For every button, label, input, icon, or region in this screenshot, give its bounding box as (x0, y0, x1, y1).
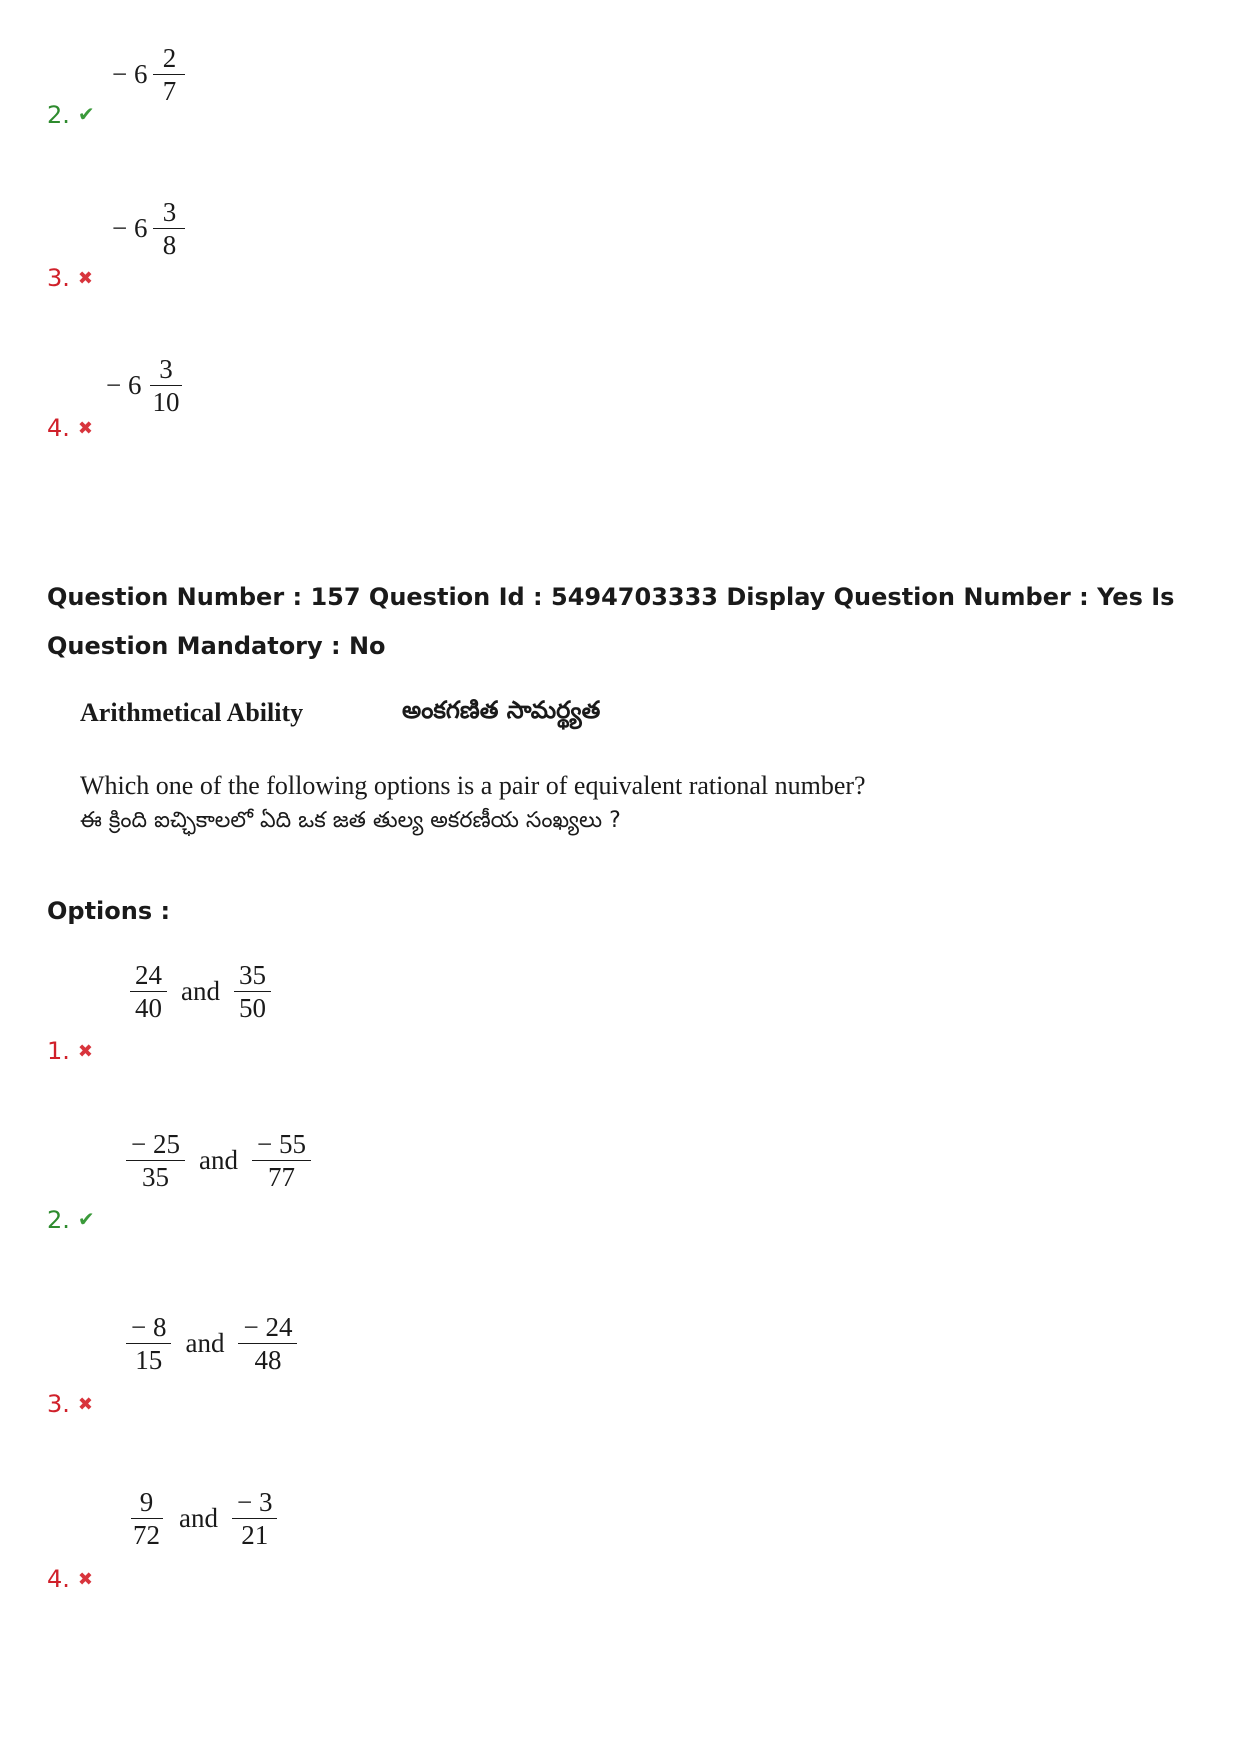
option-number: 3. ✖ (47, 1390, 93, 1418)
subject-telugu: అంకగణిత సామర్థ్యత (402, 696, 601, 724)
option-number: 4. ✖ (47, 414, 93, 442)
cross-icon: ✖ (77, 1041, 93, 1062)
fraction: $\frac{- 8}{15}$ (126, 1313, 171, 1374)
option-number: 3. ✖ (47, 264, 93, 292)
check-icon: ✔ (77, 102, 95, 126)
option-2-mixed-fraction: − 6 $\frac{2}{7}$ (112, 44, 189, 105)
fraction: $\frac{3}{10}$ (147, 355, 184, 416)
option-4-mixed-fraction: − 6 $\frac{3}{10}$ (106, 355, 188, 416)
cross-icon: ✖ (77, 268, 93, 289)
option-3-fraction-pair: $\frac{- 8}{15}$ and $\frac{- 24}{48}$ (122, 1313, 301, 1374)
fraction: $\frac{2}{7}$ (153, 44, 185, 105)
cross-icon: ✖ (77, 418, 93, 439)
cross-icon: ✖ (77, 1394, 93, 1415)
option-3-mixed-fraction: − 6 $\frac{3}{8}$ (112, 198, 189, 259)
option-1-fraction-pair: $\frac{24}{40}$ and $\frac{35}{50}$ (126, 961, 275, 1022)
option-number: 2. ✔ (47, 101, 95, 129)
fraction: $\frac{- 55}{77}$ (252, 1130, 311, 1191)
fraction: $\frac{35}{50}$ (234, 961, 271, 1022)
question-body (80, 688, 960, 838)
question-text-english: Which one of the following options is a pair of equivalent rational number? (80, 771, 866, 800)
fraction: $\frac{9}{72}$ (128, 1488, 165, 1549)
question-header: Question Number : 157 Question Id : 5494703333 Display Question Number : Yes Is Question Mandatory : No (47, 583, 1175, 660)
fraction: $\frac{3}{8}$ (153, 198, 185, 259)
option-number: 2. ✔ (47, 1206, 95, 1234)
subject-english: Arithmetical Ability (80, 698, 304, 727)
option-4-fraction-pair: $\frac{9}{72}$ and $\frac{- 3}{21}$ (124, 1488, 281, 1549)
option-number: 1. ✖ (47, 1037, 93, 1065)
fraction: $\frac{- 24}{48}$ (238, 1313, 297, 1374)
fraction: $\frac{24}{40}$ (130, 961, 167, 1022)
option-2-fraction-pair: $\frac{- 25}{35}$ and $\frac{- 55}{77}$ (122, 1130, 315, 1191)
option-number: 4. ✖ (47, 1565, 93, 1593)
cross-icon: ✖ (77, 1569, 93, 1590)
options-title: Options : (47, 897, 171, 925)
subject-row (80, 688, 960, 738)
question-text-telugu: ఈ క్రింది ఐచ్ఛికాలలో ఏది ఒక జత తుల్య అకరణీయ సంఖ్యలు ? (80, 808, 621, 833)
fraction: $\frac{- 25}{35}$ (126, 1130, 185, 1191)
check-icon: ✔ (77, 1207, 95, 1231)
fraction: $\frac{- 3}{21}$ (232, 1488, 277, 1549)
